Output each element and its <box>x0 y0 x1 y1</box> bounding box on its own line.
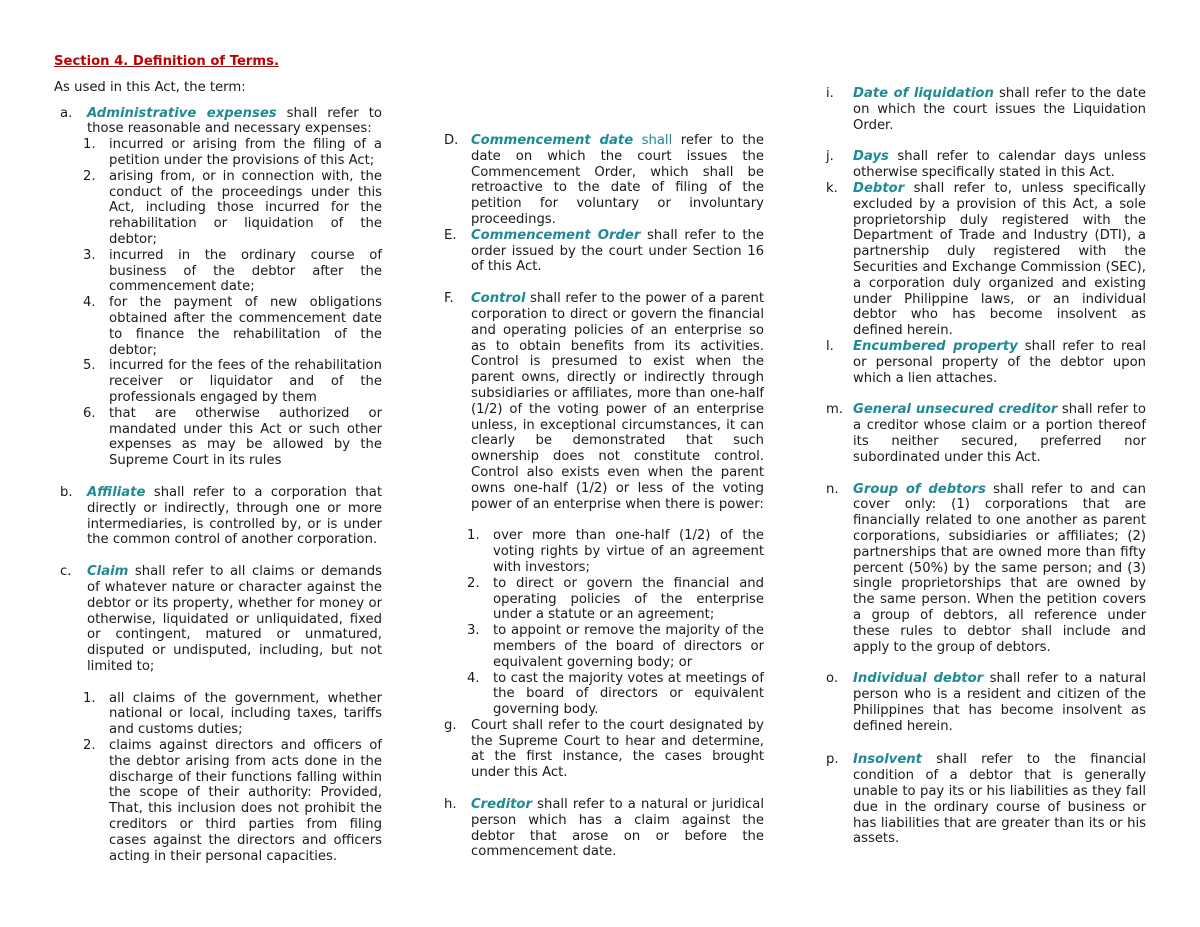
term-days: Days <box>853 149 889 165</box>
definition-text: shall refer to a creditor whose claim or a portion thereof its neither secured, preferred nor subordinated under this Act. <box>853 402 1146 465</box>
entry-label: F. <box>444 291 454 307</box>
entry-label: i. <box>826 86 834 101</box>
list-item: 2. arising from, or in connection with, the conduct of the proceedings under this Act, including those incurred for the rehabilitation or liquidation of the debtor; <box>83 168 382 247</box>
term-encumbered-property: Encumbered property <box>853 338 1018 354</box>
definition-text: shall refer to a natural person who is a resident and citizen of the Philippines that has become insolvent as defined herein. <box>853 671 1146 734</box>
definition-f <box>438 291 764 512</box>
verb-shall: shall <box>633 133 673 148</box>
definition-text: shall refer to a natural or juridical person which has a claim against the debtor that arose on or before the commencement date. <box>471 797 764 860</box>
entry-label: l. <box>826 338 834 354</box>
definition-m <box>820 402 1146 465</box>
entry-label: j. <box>826 149 834 165</box>
list-item: 3. to appoint or remove the majority of the members of the board of directors or equivalent governing body; or <box>467 623 764 670</box>
term-administrative-expenses: Administrative expenses <box>87 105 277 121</box>
definition-text: shall refer to all claims or demands of whatever nature or character against the debtor or its property, whether for money or otherwise, liquidated or unliquidated, fixed or contingent, matured or unmatured, disputed or undisputed, including, but not limited to; <box>87 564 382 674</box>
definition-p <box>820 752 1146 847</box>
entry-label: E. <box>444 227 457 243</box>
term-affiliate: Affiliate <box>87 484 146 500</box>
definition-i <box>820 86 1146 133</box>
list-item: 3. incurred in the ordinary course of business of the debtor after the commencement date; <box>83 247 382 295</box>
definition-l <box>820 339 1146 386</box>
definition-text: shall refer to the power of a parent corporation to direct or govern the financial and operating policies of an enterprise so as to obtain benefits from its activities. Control is presumed to exist when the parent owns, directly or indirectly through subsidiaries or affiliates, more than one-half (1/2) of the voting power of an enterprise unless, in exceptional circumstances, it can clearly be demonstrated that such ownership does not constitute control. Control also exists even when the parent owns one-half (1/2) or less of the voting power of an enterprise when there is power: <box>471 291 764 512</box>
term-insolvent: Insolvent <box>853 752 922 768</box>
definition-text: shall refer to those reasonable and necessary expenses: <box>87 105 382 137</box>
definition-d <box>438 133 764 228</box>
definition-c <box>54 564 382 675</box>
intro-text: As used in this Act, the term: <box>54 79 246 95</box>
entry-label: a. <box>60 105 73 121</box>
entry-label: m. <box>826 402 844 418</box>
list-item: 6. that are otherwise authorized or mandated under this Act or such other expenses as may be allowed by the Supreme Court in its rules <box>83 405 382 469</box>
term-date-of-liquidation: Date of liquidation <box>853 86 994 101</box>
definition-text: shall refer to the order issued by the court under Section 16 of this Act. <box>471 227 764 275</box>
list-item: 2. claims against directors and officers of the debtor arising from acts done in the discharge of their functions falling within the scope of their authority: Provided, That, this inclusion does not prohibit the creditors or third parties from filing cases against the directors and officers acting in their personal capacities. <box>83 738 382 864</box>
term-commencement-date: Commencement date <box>471 133 634 148</box>
entry-label: D. <box>444 133 459 148</box>
list-item: 1. over more than one-half (1/2) of the voting rights by virtue of an agreement with investors; <box>467 528 764 575</box>
definition-e <box>438 228 764 275</box>
term-individual-debtor: Individual debtor <box>853 671 984 687</box>
entry-label: b. <box>60 484 73 500</box>
definition-text: shall refer to and can cover only: (1) corporations that are financially related to one another as parent corporations, subsidiaries or affiliates; (2) partnerships that are owned more than fifty percent (50%) by the same person; and (3) single proprietorships that are owned by the same person. When the petition covers a group of debtors, all reference under these rules to debtor shall include and apply to the group of debtors. <box>853 481 1146 655</box>
list-item: 4. to cast the majority votes at meetings of the board of directors or equivalent governing body. <box>467 670 764 718</box>
list-item: 5. incurred for the fees of the rehabilitation receiver or liquidator and of the professionals engaged by them <box>83 358 382 405</box>
section-heading: Section 4. Definition of Terms. <box>54 54 280 69</box>
term-control: Control <box>471 291 526 307</box>
list-item: 1. all claims of the government, whether national or local, including taxes, tariffs and customs duties; <box>83 690 382 738</box>
definition-n <box>820 482 1146 656</box>
column-1 <box>54 54 382 864</box>
definition-text: shall refer to calendar days unless otherwise specifically stated in this Act. <box>853 149 1146 181</box>
definition-j <box>820 149 1146 181</box>
term-general-unsecured-creditor: General unsecured creditor <box>853 402 1058 418</box>
definition-text: shall refer to the date on which the court issues the Liquidation Order. <box>853 86 1146 133</box>
entry-label: n. <box>826 481 839 497</box>
term-creditor: Creditor <box>471 797 532 813</box>
entry-label: h. <box>444 797 457 813</box>
definition-k <box>820 181 1146 339</box>
definition-o <box>820 671 1146 734</box>
definition-h <box>438 797 764 860</box>
definition-b <box>54 485 382 548</box>
list-item: 2. to direct or govern the financial and operating policies of the enterprise under a statute or an agreement; <box>467 575 764 623</box>
entry-label: g. <box>444 717 457 733</box>
entry-label: c. <box>60 564 72 580</box>
term-commencement-order: Commencement Order <box>471 227 641 243</box>
definition-text: Court shall refer to the court designated by the Supreme Court to hear and determine, at the first instance, the cases brought under this Act. <box>471 717 764 781</box>
definition-text: shall refer to real or personal property of the debtor upon which a lien attaches. <box>853 338 1147 386</box>
term-debtor: Debtor <box>853 180 905 196</box>
definition-g <box>438 718 764 781</box>
column-3 <box>820 54 1146 847</box>
term-claim: Claim <box>87 564 129 580</box>
column-2 <box>438 54 764 860</box>
term-group-of-debtors: Group of debtors <box>853 481 986 497</box>
entry-label: p. <box>826 752 839 768</box>
entry-label: o. <box>826 671 839 687</box>
entry-label: k. <box>826 180 838 196</box>
list-item: 4. for the payment of new obligations obtained after the commencement date to finance the rehabilitation of the debtor; <box>83 295 382 358</box>
definition-text: refer to the date on which the court issues the Commencement Order, which shall be retroactive to the date of filing of the petition for voluntary or involuntary proceedings. <box>471 133 764 227</box>
definition-text: shall refer to the financial condition of a debtor that is generally unable to pay its or his liabilities as they fall due in the ordinary course of business or has liabilities that are greater than its or his assets. <box>853 752 1146 847</box>
definition-text: shall refer to a corporation that directly or indirectly, through one or more intermediaries, is controlled by, or is under the common control of another corporation. <box>87 484 382 548</box>
list-item: 1. incurred or arising from the filing of a petition under the provisions of this Act; <box>83 137 382 168</box>
definition-text: shall refer to, unless specifically excluded by a provision of this Act, a sole proprietorship duly registered with the Department of Trade and Industry (DTI), a partnership duly registered with the Securities and Exchange Commission (SEC), a corporation duly organized and existing under Philippine laws, or an individual debtor who has become insolvent as defined herein. <box>853 180 1146 339</box>
definition-a <box>54 106 382 138</box>
